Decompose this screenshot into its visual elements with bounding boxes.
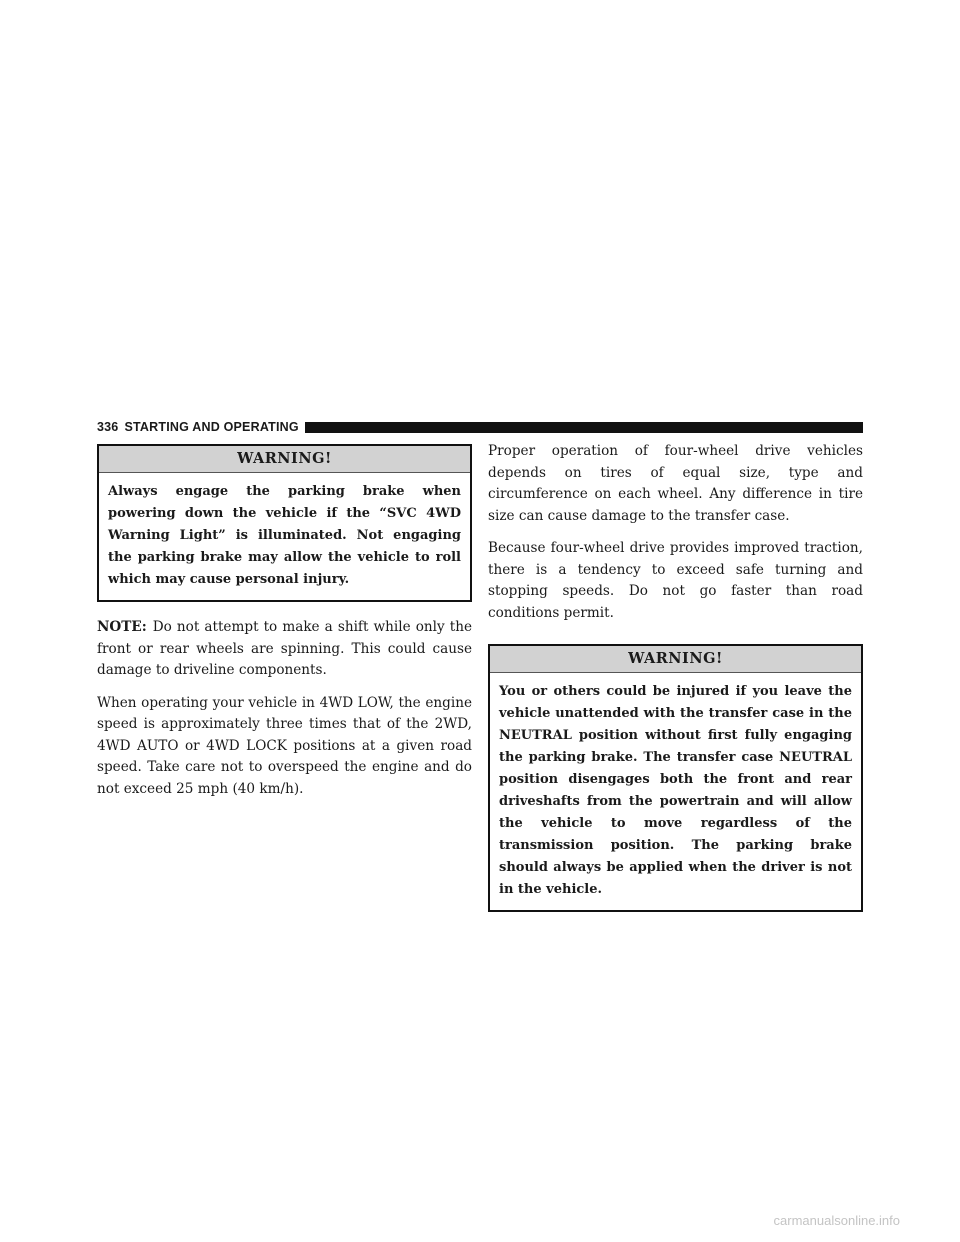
note-text: Do not attempt to make a shift while only the front or rear wheels are spinning. This could cause damage to driveline components. bbox=[97, 619, 472, 678]
right-column bbox=[488, 441, 863, 912]
body-paragraph-traction: Because four-wheel drive provides improved traction, there is a tendency to exceed safe turning and stopping speeds. Do not go faster than road conditions permit. bbox=[488, 540, 863, 621]
note-label: NOTE: bbox=[97, 619, 147, 635]
body-paragraph-tires: Proper operation of four-wheel drive vehicles depends on tires of equal size, type and circumference on each wheel. Any difference in tire size can cause damage to the transfer case. bbox=[488, 443, 863, 524]
page-header bbox=[97, 418, 863, 436]
watermark: carmanualsonline.info bbox=[773, 1213, 900, 1228]
warning-title: WARNING! bbox=[99, 446, 470, 473]
warning-box-parking-brake bbox=[97, 444, 472, 602]
warning-box-neutral bbox=[488, 644, 863, 912]
page-number: 336 bbox=[97, 420, 119, 434]
warning-text: You or others could be injured if you leave the vehicle unattended with the transfer case in the NEUTRAL position without first fully engaging the parking brake. The transfer case NEUTRAL position disengages both the front and rear driveshafts from the powertrain and will allow the vehicle to move regardless of the transmission position. The parking brake should always be applied when the driver is not in the vehicle. bbox=[499, 684, 852, 897]
warning-title: WARNING! bbox=[490, 646, 861, 673]
section-title: STARTING AND OPERATING bbox=[124, 420, 299, 434]
body-paragraph-4wd-low: When operating your vehicle in 4WD LOW, the engine speed is approximately three times that of the 2WD, 4WD AUTO or 4WD LOCK positions at a given road speed. Take care not to overspeed the engine and do not exceed 25 mph (40 km/h). bbox=[97, 694, 472, 797]
warning-text: Always engage the parking brake when powering down the vehicle if the “SVC 4WD Warning Light” is illuminated. Not engaging the parking brake may allow the vehicle to roll which may cause personal injury. bbox=[108, 484, 461, 587]
left-column bbox=[97, 444, 472, 800]
header-rule bbox=[305, 422, 863, 433]
note-paragraph bbox=[97, 617, 472, 682]
